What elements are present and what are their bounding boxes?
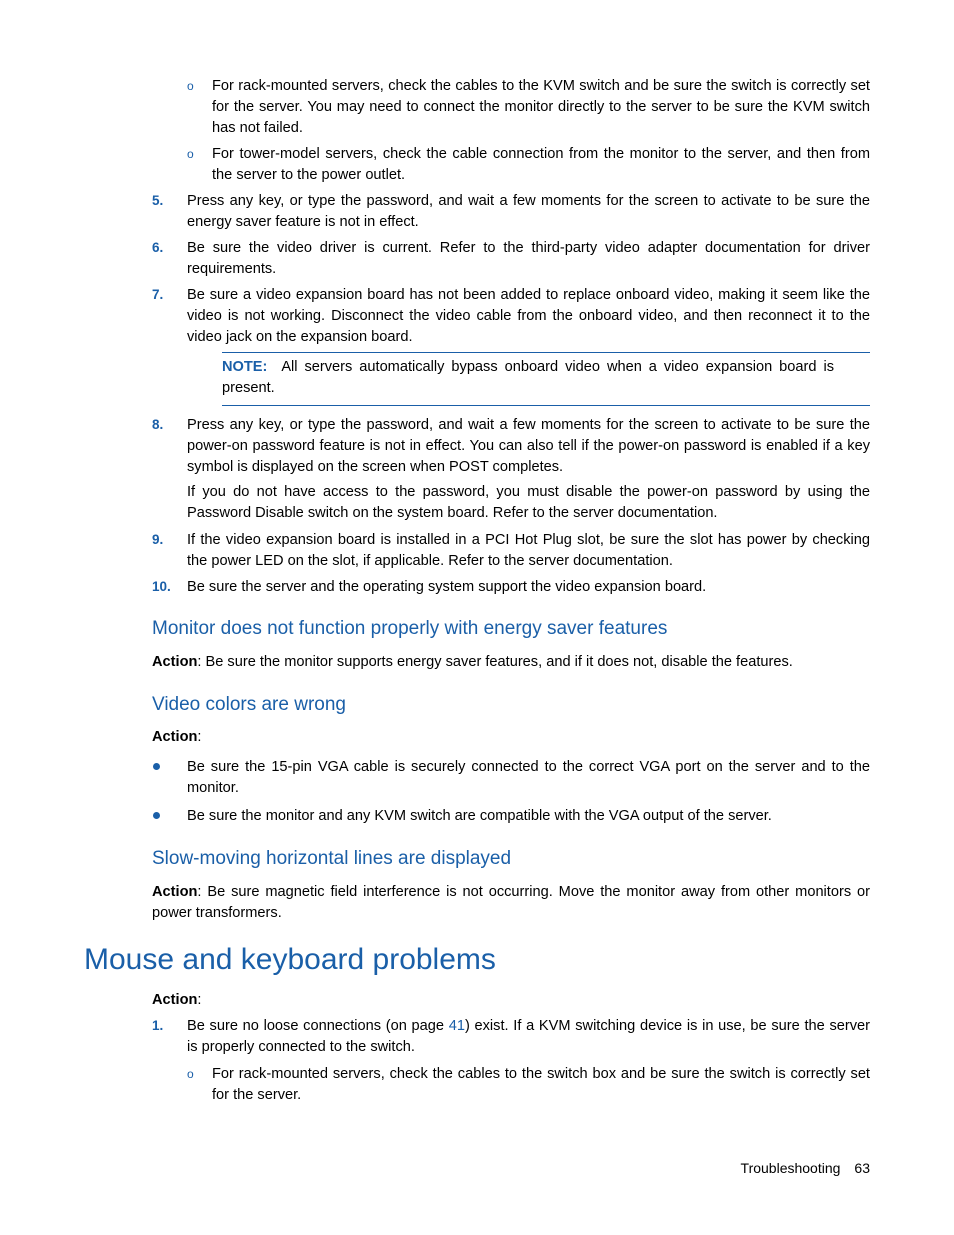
step-number: 8. — [152, 417, 164, 432]
page-number: 63 — [854, 1160, 870, 1176]
page-footer — [741, 1158, 870, 1178]
action-label: Action — [152, 884, 198, 900]
step-text: Press any key, or type the password, and wait a few moments for the screen to activate to be sure the power-on password feature is not in effect. You can also tell if the power-on password is enabled if a key symbol is displayed on the screen when POST completes. — [187, 417, 870, 475]
step-text: Be sure the server and the operating system support the video expansion board. — [187, 579, 707, 595]
step-text — [187, 1016, 870, 1058]
sub-bullet-tower: For tower-model servers, check the cable connection from the monitor to the server, and then from the server to the power outlet. — [212, 146, 870, 183]
step-text-post: ) exist. If a KVM switching device is in use, be sure the server is properly connected to the switch. — [187, 1018, 870, 1055]
sub-bullet-switch-box: For rack-mounted servers, check the cables to the switch box and be sure the switch is correctly set for the server. — [212, 1066, 870, 1103]
page-link[interactable]: 41 — [448, 1018, 465, 1034]
step-text: Press any key, or type the password, and wait a few moments for the screen to activate to be sure the energy saver feature is not in effect. — [187, 193, 870, 230]
action-energy-saver — [152, 652, 870, 673]
step-number: 1. — [152, 1018, 164, 1033]
section-heading-horizontal-lines: Slow-moving horizontal lines are displayed — [152, 848, 512, 869]
action-video-colors — [152, 727, 352, 748]
action-mouse-keyboard — [152, 990, 352, 1011]
action-label: Action — [152, 654, 198, 670]
sub-bullet-marker: o — [187, 147, 194, 161]
step-number: 9. — [152, 532, 164, 547]
action-suffix: : — [197, 729, 202, 745]
note-label: NOTE: — [222, 359, 268, 375]
action-label: Action — [152, 729, 198, 745]
step-text-pre: Be sure no loose connections (on page — [187, 1018, 449, 1034]
step-number: 6. — [152, 240, 164, 255]
bullet-dot — [153, 763, 160, 770]
bullet-vga-cable: Be sure the 15-pin VGA cable is securely connected to the correct VGA port on the server and to the monitor. — [187, 759, 870, 796]
sub-bullet-rack-kvm: For rack-mounted servers, check the cables to the KVM switch and be sure the switch is correctly set for the server. You may need to connect the monitor directly to the server to be sure the KVM switch has not failed. — [212, 78, 870, 136]
section-heading-mouse-keyboard: Mouse and keyboard problems — [84, 943, 496, 976]
step-text: Be sure a video expansion board has not been added to replace onboard video, making it seem like the video is not working. Disconnect the video cable from the onboard video, and then reconnect it to the video jack on the expansion board. — [187, 287, 870, 345]
step-continuation: If you do not have access to the password, you must disable the power-on password by using the Password Disable switch on the system board. Refer to the server documentation. — [187, 484, 870, 521]
bullet-kvm-compatible: Be sure the monitor and any KVM switch are compatible with the VGA output of the server. — [187, 808, 772, 824]
sub-bullet-marker: o — [187, 79, 194, 93]
section-heading-energy-saver: Monitor does not function properly with energy saver features — [152, 618, 668, 639]
sub-bullet-marker: o — [187, 1067, 194, 1081]
footer-section: Troubleshooting — [740, 1160, 841, 1176]
step-number: 5. — [152, 193, 164, 208]
bullet-dot — [153, 812, 160, 819]
note-text: All servers automatically bypass onboard video when a video expansion board is present. — [222, 359, 834, 396]
action-horizontal-lines — [152, 882, 870, 924]
action-suffix: : — [197, 992, 202, 1008]
action-text: : Be sure magnetic field interference is not occurring. Move the monitor away from other monitors or power transformers. — [152, 884, 870, 921]
step-text: If the video expansion board is installed in a PCI Hot Plug slot, be sure the slot has power by checking the power LED on the slot, if applicable. Refer to the server documentation. — [187, 532, 870, 569]
action-text: : Be sure the monitor supports energy saver features, and if it does not, disable the features. — [197, 654, 793, 670]
action-label: Action — [152, 992, 198, 1008]
note-box — [222, 352, 870, 406]
step-number: 10. — [152, 579, 171, 594]
step-number: 7. — [152, 287, 164, 302]
section-heading-video-colors: Video colors are wrong — [152, 694, 346, 715]
note-content — [222, 357, 834, 399]
step-text: Be sure the video driver is current. Refer to the third-party video adapter documentation for driver requirements. — [187, 240, 870, 277]
